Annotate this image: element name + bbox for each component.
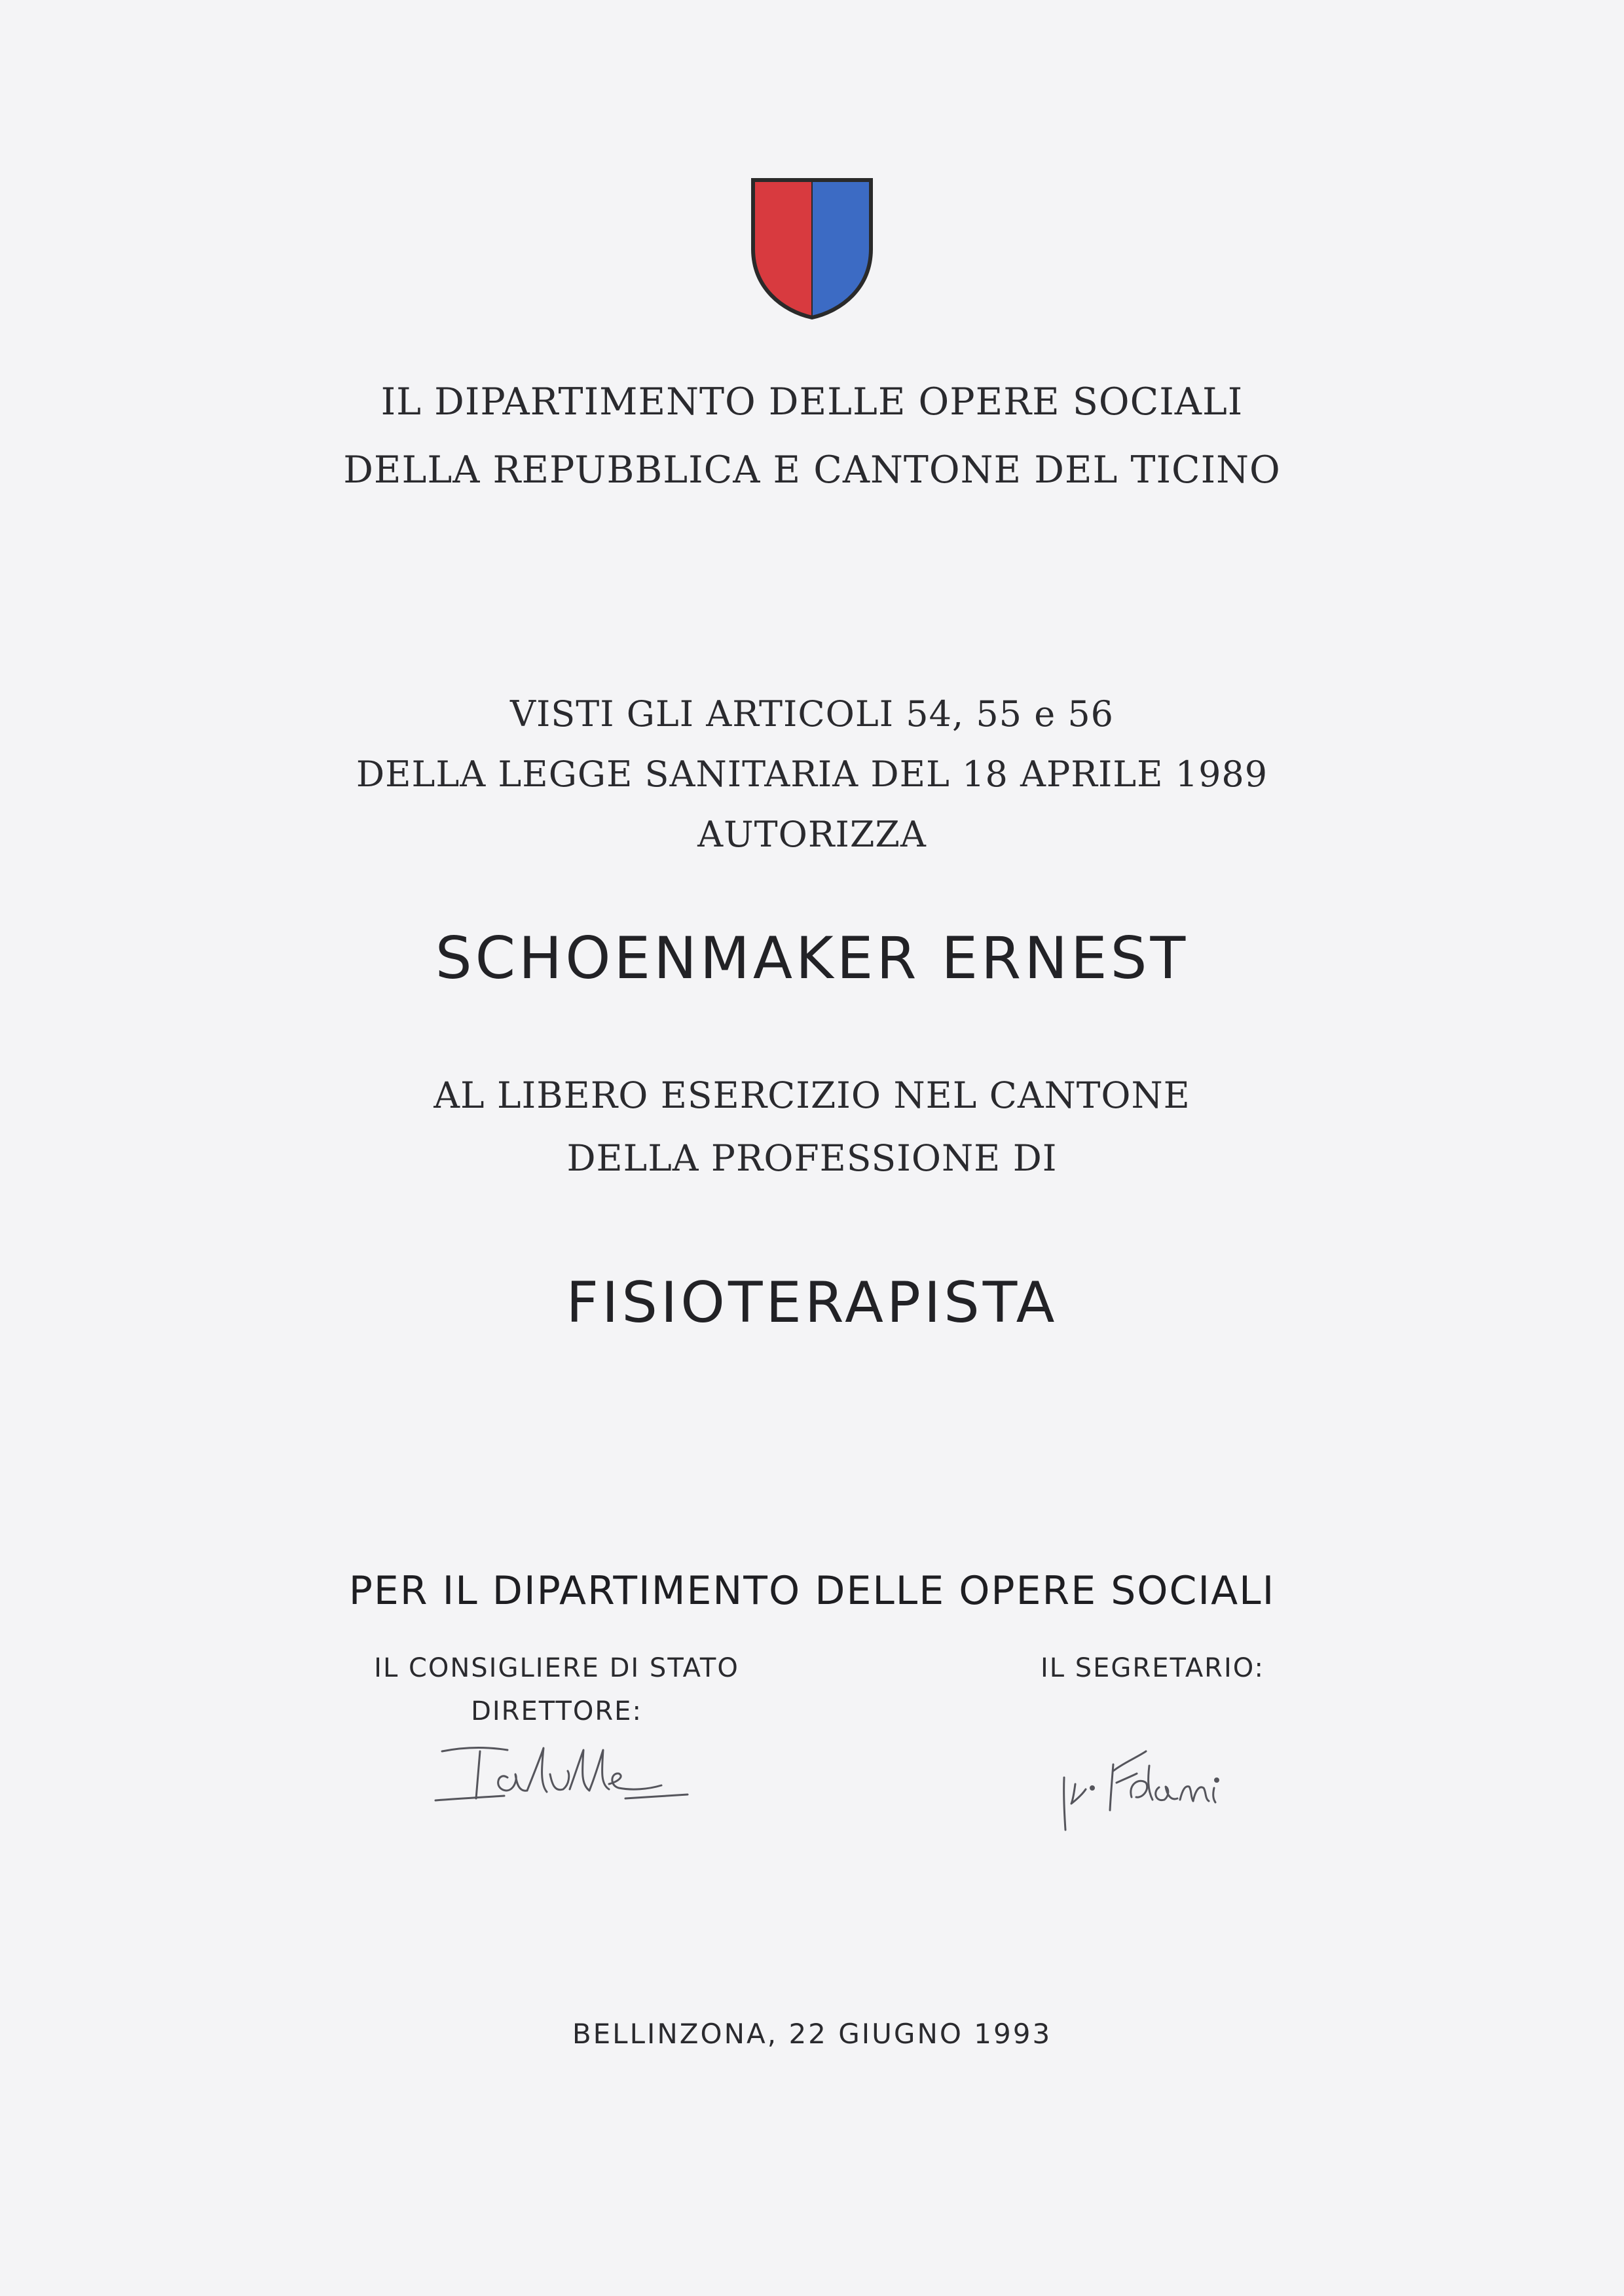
practice-line-1: AL LIBERO ESERCIZIO NEL CANTONE	[434, 1074, 1190, 1116]
legal-basis-line-1: VISTI GLI ARTICOLI 54, 55 e 56	[509, 693, 1115, 735]
left-signatory-title	[314, 1647, 799, 1733]
holder-name	[0, 919, 1624, 998]
department-line-1: IL DIPARTIMENTO DELLE OPERE SOCIALI	[380, 380, 1244, 424]
secretary-signature	[1054, 1732, 1244, 1836]
practice-statement	[0, 1064, 1624, 1190]
department-heading	[0, 368, 1624, 504]
left-title-line-1: IL CONSIGLIERE DI STATO	[374, 1653, 739, 1683]
legal-basis	[0, 684, 1624, 865]
place-date-text: BELLINZONA, 22 GIUGNO 1993	[572, 2018, 1052, 2050]
department-line-2: DELLA REPUBBLICA E CANTONE DEL TICINO	[343, 448, 1281, 492]
right-title-line-1: IL SEGRETARIO:	[1040, 1653, 1265, 1683]
left-title-line-2: DIRETTORE:	[471, 1696, 642, 1726]
practice-line-2: DELLA PROFESSIONE DI	[566, 1137, 1058, 1179]
coat-of-arms-icon	[750, 177, 874, 321]
right-signatory-title	[943, 1647, 1362, 1690]
signature-heading	[0, 1561, 1624, 1620]
legal-basis-line-2: DELLA LEGGE SANITARIA DEL 18 APRILE 1989	[356, 754, 1268, 795]
authorizes-text: AUTORIZZA	[697, 814, 927, 855]
holder-name-text: SCHOENMAKER ERNEST	[435, 924, 1189, 992]
director-signature	[429, 1738, 691, 1817]
profession-title	[0, 1264, 1624, 1342]
profession-text: FISIOTERAPISTA	[566, 1270, 1058, 1336]
signature-heading-text: PER IL DIPARTIMENTO DELLE OPERE SOCIALI	[348, 1568, 1276, 1614]
place-and-date	[0, 2011, 1624, 2057]
